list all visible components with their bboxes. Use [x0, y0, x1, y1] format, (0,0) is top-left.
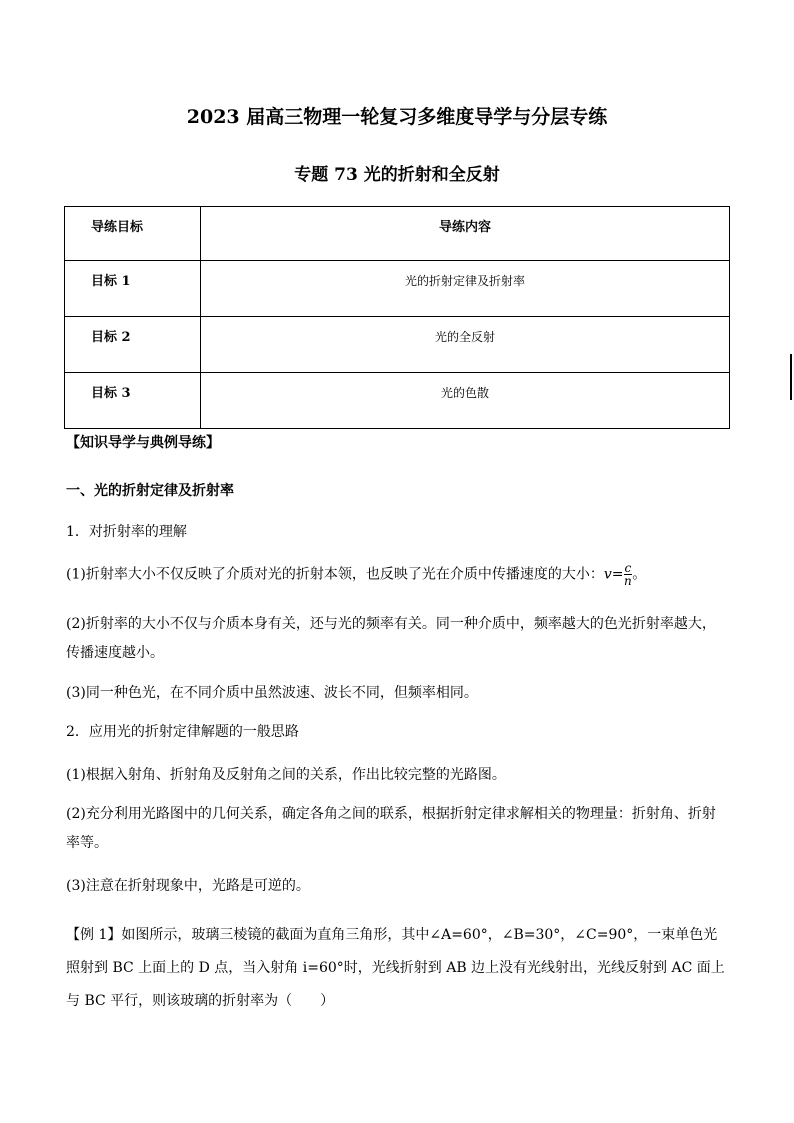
equals-sign: = — [611, 566, 624, 583]
header-goal: 导练目标 — [65, 207, 201, 261]
goals-table — [64, 206, 730, 429]
point1-item3: (3)同一种色光，在不同介质中虽然波速、波长不同，但频率相同。 — [66, 685, 478, 701]
point2-item3: (3)注意在折射现象中，光路是可逆的。 — [66, 878, 310, 894]
point2-item2: (2)充分利用光路图中的几何关系，确定各角之间的联系，根据折射定律求解相关的物理量：折射角、折射率等。 — [66, 806, 716, 851]
margin-mark — [790, 354, 792, 400]
content-cell: 光的全反射 — [201, 317, 730, 373]
header-content: 导练内容 — [201, 207, 730, 261]
table-header-row — [65, 207, 730, 261]
fraction-denominator: n — [624, 574, 632, 588]
fraction-numerator: c — [624, 561, 632, 575]
example1-text: 【例 1】如图所示，玻璃三棱镜的截面为直角三角形，其中∠A=60°，∠B=30°，∠C=90°，一束单色光照射到 BC 上面上的 D 点，当入射角 i=60°时，光线折射到 AB 边上没有光线射出，光线反射到 AC 面上与 BC 平行，则该玻璃的折射率为（ ） — [66, 927, 725, 1009]
goal-cell: 目标 1 — [65, 261, 201, 317]
table-row — [65, 261, 730, 317]
item1-text: (1)折射率大小不仅反映了介质对光的折射本领，也反映了光在介质中传播速度的大小： — [66, 566, 604, 583]
goal-cell: 目标 3 — [65, 373, 201, 429]
velocity-symbol: v — [603, 566, 612, 583]
part1-heading: 一、光的折射定律及折射率 — [66, 483, 234, 499]
section-heading: 【知识导学与典例导练】 — [66, 435, 220, 451]
table-row — [65, 317, 730, 373]
content-cell: 光的色散 — [201, 373, 730, 429]
content-cell: 光的折射定律及折射率 — [201, 261, 730, 317]
document-title: 2023 届高三物理一轮复习多维度导学与分层专练 — [186, 106, 608, 128]
fraction-c-over-n — [624, 562, 633, 587]
point1-item2: (2)折射率的大小不仅与介质本身有关，还与光的频率有关。同一种介质中，频率越大的色光折射率越大，传播速度越小。 — [66, 616, 716, 661]
point2-item1: (1)根据入射角、折射角及反射角之间的关系，作出比较完整的光路图。 — [66, 767, 506, 783]
point1-item1 — [66, 562, 646, 587]
table-row — [65, 373, 730, 429]
item1-end: 。 — [632, 566, 647, 583]
point2-heading: 2．应用光的折射定律解题的一般思路 — [66, 724, 299, 740]
goal-cell: 目标 2 — [65, 317, 201, 373]
topic-subtitle: 专题 73 光的折射和全反射 — [294, 165, 500, 185]
point1-heading: 1．对折射率的理解 — [66, 524, 187, 540]
